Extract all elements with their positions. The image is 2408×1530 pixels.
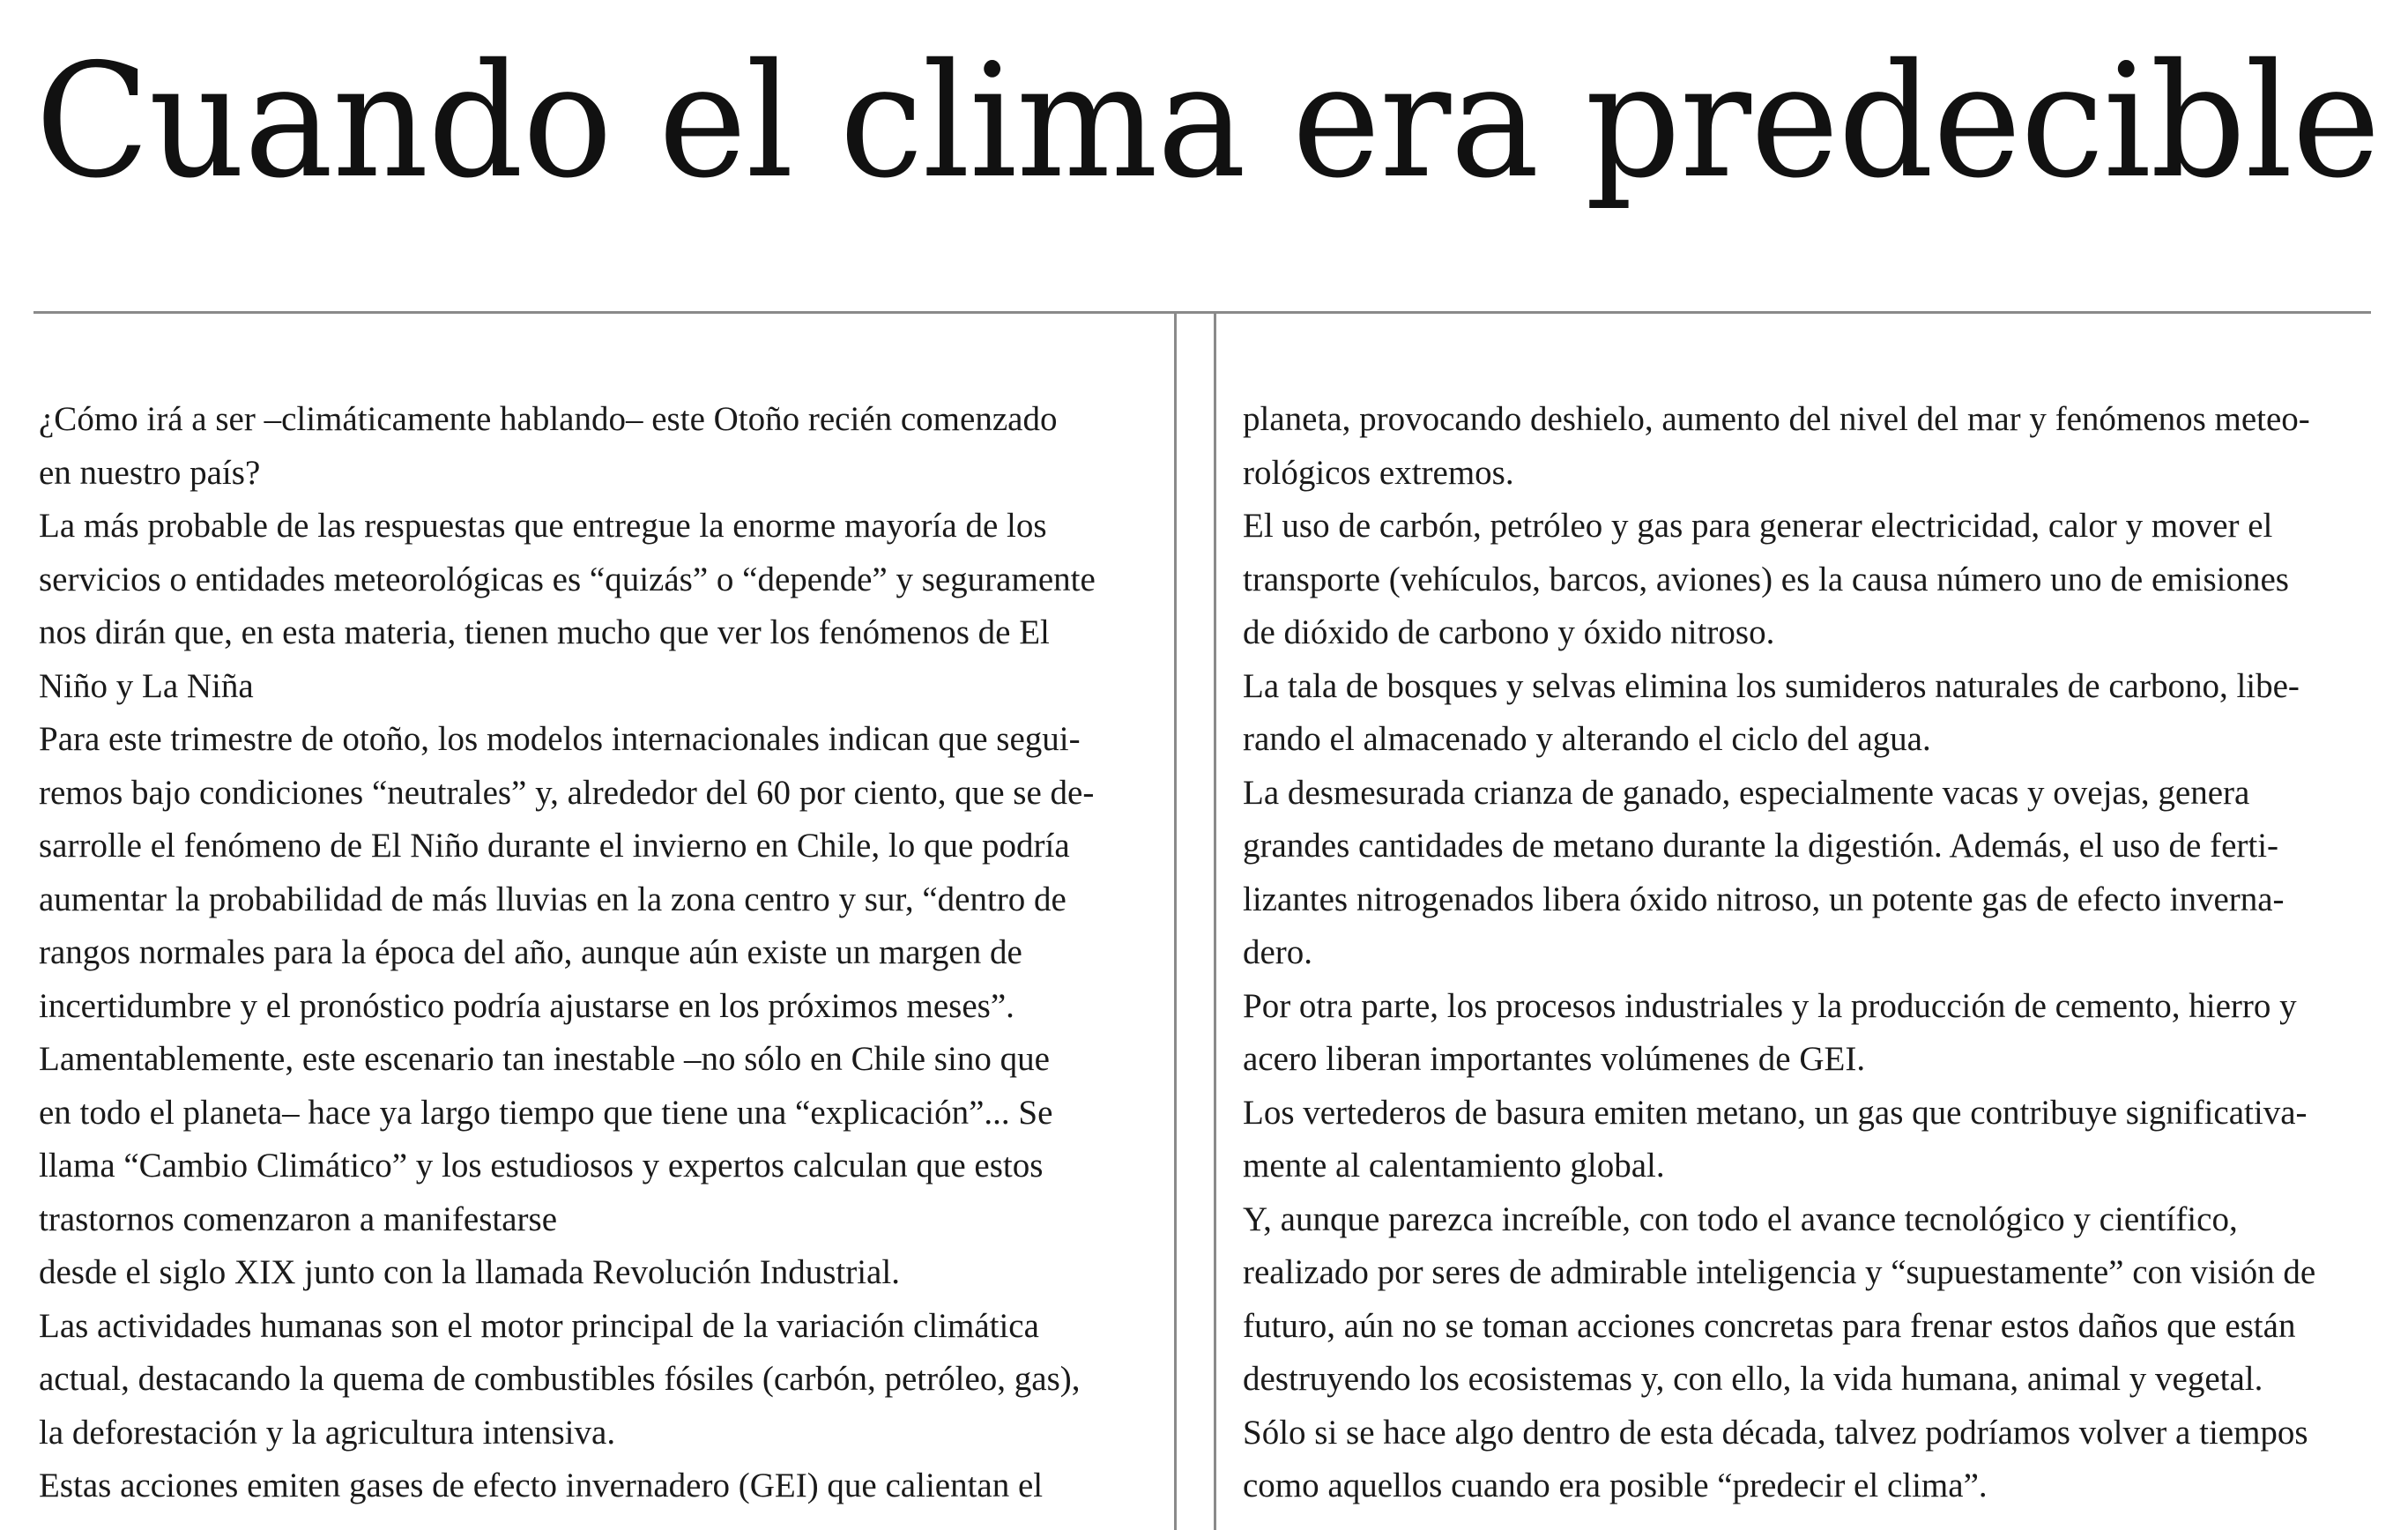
- text-line: Lamentablemente, este escenario tan inestable –no sólo en Chile sino que: [39, 1040, 1050, 1078]
- headline: Cuando el clima era predecible: [35, 30, 2380, 212]
- text-line: trastornos comenzaron a manifestarse: [39, 1199, 558, 1238]
- text-line: Los vertederos de basura emiten metano, un gas que contribuye significativa-: [1243, 1093, 2308, 1132]
- text-line: rando el almacenado y alterando el ciclo del agua.: [1243, 720, 1931, 758]
- headline-rule: [33, 311, 2371, 314]
- text-line: llama “Cambio Climático” y los estudiosos y expertos calculan que estos: [39, 1147, 1044, 1185]
- text-line: aumentar la probabilidad de más lluvias en la zona centro y sur, “dentro de: [39, 880, 1067, 918]
- text-line: destruyendo los ecosistemas y, con ello, la vida humana, animal y vegetal.: [1243, 1360, 2263, 1398]
- text-line: Sólo si se hace algo dentro de esta década, talvez podríamos volver a tiempos: [1243, 1413, 2308, 1452]
- text-line: transporte (vehículos, barcos, aviones) es la causa número uno de emisiones: [1243, 560, 2289, 598]
- text-line: Por otra parte, los procesos industriales y la producción de cemento, hierro y: [1243, 986, 2297, 1025]
- text-line: Estas acciones emiten gases de efecto invernadero (GEI) que calientan el: [39, 1467, 1044, 1504]
- text-line: La tala de bosques y selvas elimina los sumideros naturales de carbono, libe-: [1243, 666, 2300, 705]
- article-column-1: [39, 393, 1167, 1513]
- text-line: en nuestro país?: [39, 453, 261, 492]
- text-line: rológicos extremos.: [1243, 453, 1514, 492]
- text-line: grandes cantidades de metano durante la digestión. Además, el uso de ferti-: [1243, 827, 2279, 865]
- text-line: ¿Cómo irá a ser –climáticamente hablando– este Otoño recién comenzado: [39, 400, 1058, 438]
- text-line: incertidumbre y el pronóstico podría ajustarse en los próximos meses”.: [39, 986, 1014, 1025]
- text-line: La más probable de las respuestas que entregue la enorme mayoría de los: [39, 507, 1047, 545]
- text-line: servicios o entidades meteorológicas es “quizás” o “depende” y seguramente: [39, 560, 1096, 598]
- text-line: de dióxido de carbono y óxido nitroso.: [1243, 613, 1775, 651]
- text-line: remos bajo condiciones “neutrales” y, alrededor del 60 por ciento, que se de-: [39, 773, 1095, 812]
- text-line: sarrolle el fenómeno de El Niño durante el invierno en Chile, lo que podría: [39, 827, 1070, 865]
- text-line: mente al calentamiento global.: [1243, 1147, 1665, 1185]
- text-line: acero liberan importantes volúmenes de GEI.: [1243, 1040, 1866, 1078]
- text-line: futuro, aún no se toman acciones concretas para frenar estos daños que están: [1243, 1306, 2296, 1345]
- text-line: dero.: [1243, 933, 1313, 971]
- text-line: planeta, provocando deshielo, aumento del nivel del mar y fenómenos meteo-: [1243, 400, 2310, 438]
- text-line: lizantes nitrogenados libera óxido nitroso, un potente gas de efecto inverna-: [1243, 880, 2285, 918]
- text-line: como aquellos cuando era posible “predecir el clima”.: [1243, 1467, 1988, 1504]
- text-line: Para este trimestre de otoño, los modelos internacionales indican que segui-: [39, 720, 1081, 758]
- column-divider-left: [1174, 314, 1177, 1530]
- text-line: en todo el planeta– hace ya largo tiempo que tiene una “explicación”... Se: [39, 1093, 1053, 1132]
- text-line: Las actividades humanas son el motor principal de la variación climática: [39, 1306, 1039, 1345]
- text-line: La desmesurada crianza de ganado, especialmente vacas y ovejas, genera: [1243, 773, 2250, 812]
- text-line: El uso de carbón, petróleo y gas para generar electricidad, calor y mover el: [1243, 507, 2273, 545]
- text-line: Y, aunque parezca increíble, con todo el avance tecnológico y científico,: [1243, 1199, 2238, 1238]
- text-line: Niño y La Niña: [39, 666, 254, 705]
- text-line: actual, destacando la quema de combustibles fósiles (carbón, petróleo, gas),: [39, 1360, 1081, 1398]
- column-divider-right: [1214, 314, 1216, 1530]
- text-line: nos dirán que, en esta materia, tienen mucho que ver los fenómenos de El: [39, 613, 1050, 651]
- text-line: realizado por seres de admirable inteligencia y “supuestamente” con visión de: [1243, 1253, 2316, 1291]
- article-column-2: [1243, 393, 2380, 1513]
- text-line: rangos normales para la época del año, aunque aún existe un margen de: [39, 933, 1022, 971]
- text-line: desde el siglo XIX junto con la llamada Revolución Industrial.: [39, 1253, 900, 1291]
- text-line: la deforestación y la agricultura intensiva.: [39, 1413, 616, 1452]
